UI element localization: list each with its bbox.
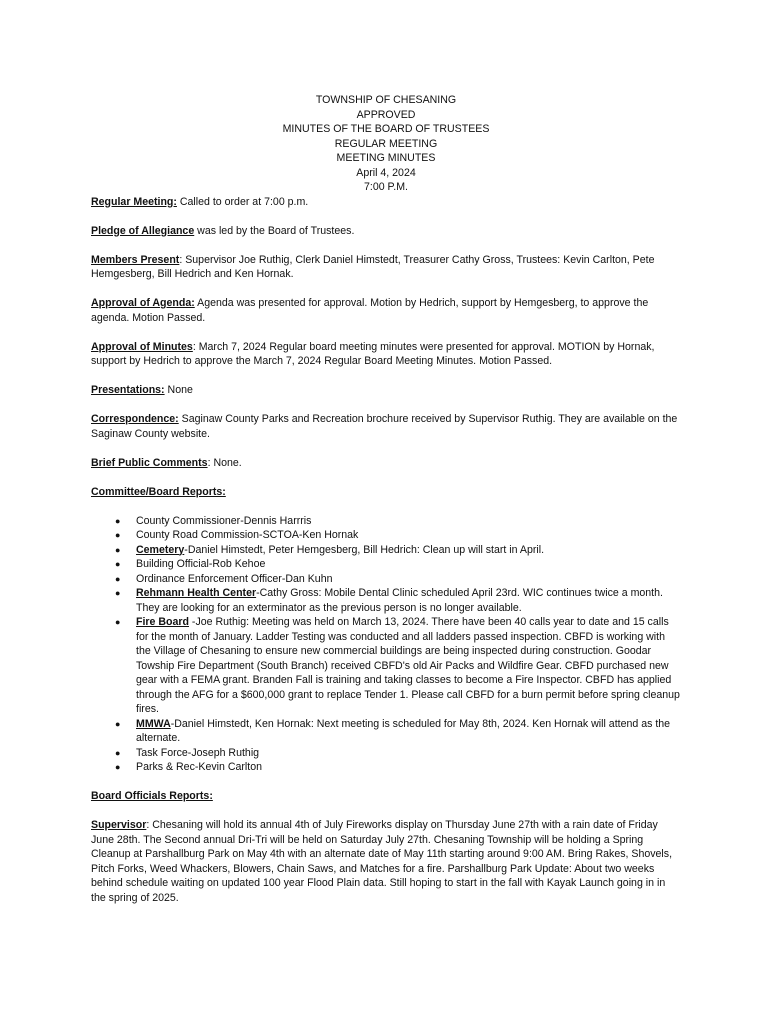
bullet-icon: ● <box>115 559 121 569</box>
report-text: Task Force-Joseph Ruthig <box>136 746 260 759</box>
minutes-approval-paragraph <box>91 340 681 369</box>
bullet-icon: ● <box>115 762 121 772</box>
document-header <box>91 93 681 195</box>
agenda-paragraph <box>91 296 681 325</box>
board-officials-heading: Board Officials Reports: <box>91 790 213 802</box>
list-item <box>115 746 681 761</box>
report-text: -Daniel Himstedt, Ken Hornak: Next meeting is scheduled for May 8th, 2024. Ken Hornak will attend as the alternate. <box>136 717 671 744</box>
correspondence-paragraph <box>91 412 681 441</box>
list-item <box>115 572 681 587</box>
report-text: Parks & Rec-Kevin Carlton <box>136 761 262 773</box>
pledge-paragraph <box>91 224 681 239</box>
regular-meeting-label: Regular Meeting: <box>91 195 177 208</box>
report-text: Ordinance Enforcement Officer-Dan Kuhn <box>136 572 333 585</box>
bullet-icon: ● <box>115 530 121 540</box>
presentations-label: Presentations: <box>91 384 165 396</box>
report-text: -Joe Ruthig: Meeting was held on March 13, 2024. There have been 40 calls year to date and 15 calls for the month of January. Ladder Testing was conducted and all ladders passed inspection. CBFD is working with the Village of Chesaning to ensure new commercial buildings are being inspected during construction. Goodar Towship Fire Department (South Branch) received CBFD's old Air Packs and Wildfire Gear. CBFD purchased new gear with a FEMA grant. Branden Fall is training and taking classes to become a Fire Inspector. CBFD has applied through the AFG for a $600,000 grant to replace Tender 1. Please call CBFD for a burn permit before spring cleanup fires. <box>136 616 680 715</box>
report-label: Cemetery <box>136 543 185 556</box>
report-label: Fire Board <box>136 616 189 628</box>
report-label: Rehmann Health Center <box>136 587 257 599</box>
correspondence-text: Saginaw County Parks and Recreation brochure received by Supervisor Ruthig. They are available on the Saginaw County website. <box>91 413 678 440</box>
header-meeting-type: REGULAR MEETING <box>334 137 438 150</box>
report-label: MMWA <box>136 717 171 730</box>
report-text: County Road Commission-SCTOA-Ken Hornak <box>136 529 359 541</box>
committee-reports-heading: Committee/Board Reports: <box>91 485 226 498</box>
header-title: MINUTES OF THE BOARD OF TRUSTEES <box>282 123 490 135</box>
regular-meeting-paragraph <box>91 195 681 210</box>
header-subtitle: MEETING MINUTES <box>336 152 436 164</box>
minutes-approval-text: : March 7, 2024 Regular board meeting minutes were presented for approval. MOTION by Hornak, support by Hedrich to approve the March 7, 2024 Regular Board Meeting Minutes. Motion Passed. <box>91 340 655 367</box>
bullet-icon: ● <box>115 718 121 729</box>
members-label: Members Present <box>91 253 180 266</box>
agenda-text: Agenda was presented for approval. Motion by Hedrich, support by Hemgesberg, to approve the agenda. Motion Passed. <box>91 297 649 324</box>
list-item <box>115 615 681 717</box>
bullet-icon: ● <box>115 544 121 555</box>
presentations-paragraph <box>91 383 681 398</box>
header-date: April 4, 2024 <box>356 166 416 179</box>
minutes-body <box>91 93 681 920</box>
public-comments-paragraph <box>91 456 681 471</box>
supervisor-text: : Chesaning will hold its annual 4th of July Fireworks display on Thursday June 27th with a rain date of Friday June 28th. The Second annual Dri-Tri will be held on Saturday July 27th. Chesaning Township will be holding a Spring Cleanup at Parshallburg Park on May 4th with an alternate date of May 11th starting around 9:00 AM. Bring Rakes, Shovels, Pitch Forks, Weed Whackers, Blowers, Chain Saws, and Matches for a fire. Parshallburg Park Update: About two weeks behind schedule waiting on updated 100 year Flood Plain data. Still hoping to start in the fall with Kayak Launch going in in the spring of 2025. <box>91 819 673 904</box>
public-comments-text: : None. <box>207 456 242 469</box>
list-item <box>115 586 681 615</box>
pledge-text: was led by the Board of Trustees. <box>194 224 355 237</box>
report-text: -Daniel Himstedt, Peter Hemgesberg, Bill Hedrich: Clean up will start in April. <box>184 543 545 556</box>
list-item <box>115 717 681 746</box>
presentations-text: None <box>164 384 193 396</box>
bullet-icon: ● <box>115 588 121 598</box>
list-item <box>115 543 681 558</box>
regular-meeting-text: Called to order at 7:00 p.m. <box>176 195 309 208</box>
header-status: APPROVED <box>356 108 416 121</box>
bullet-icon: ● <box>115 747 121 758</box>
pledge-label: Pledge of Allegiance <box>91 224 195 237</box>
report-text: Building Official-Rob Kehoe <box>136 558 266 570</box>
header-time: 7:00 P.M. <box>364 181 408 193</box>
members-paragraph <box>91 253 681 282</box>
minutes-approval-label: Approval of Minutes <box>91 340 193 353</box>
list-item <box>115 514 681 529</box>
header-township: TOWNSHIP OF CHESANING <box>315 94 457 106</box>
bullet-icon: ● <box>115 515 121 526</box>
correspondence-label: Correspondence: <box>91 413 179 425</box>
bullet-icon: ● <box>115 573 121 584</box>
supervisor-paragraph <box>91 818 681 905</box>
members-text: : Supervisor Joe Ruthig, Clerk Daniel Himstedt, Treasurer Cathy Gross, Trustees: Kevin Carlton, Pete Hemgesberg, Bill Hedrich and Ken Hornak. <box>91 253 655 280</box>
committee-reports-list <box>91 514 681 775</box>
supervisor-label: Supervisor <box>91 819 147 831</box>
agenda-label: Approval of Agenda: <box>91 297 195 309</box>
report-text: -Cathy Gross: Mobile Dental Clinic scheduled April 23rd. WIC continues twice a month. They are looking for an exterminator as the previous person is no longer available. <box>136 587 663 614</box>
report-text: County Commissioner-Dennis Harrris <box>136 514 312 527</box>
public-comments-label: Brief Public Comments <box>91 456 208 469</box>
list-item <box>115 760 681 775</box>
list-item <box>115 557 681 572</box>
bullet-icon: ● <box>115 617 121 627</box>
list-item <box>115 528 681 543</box>
